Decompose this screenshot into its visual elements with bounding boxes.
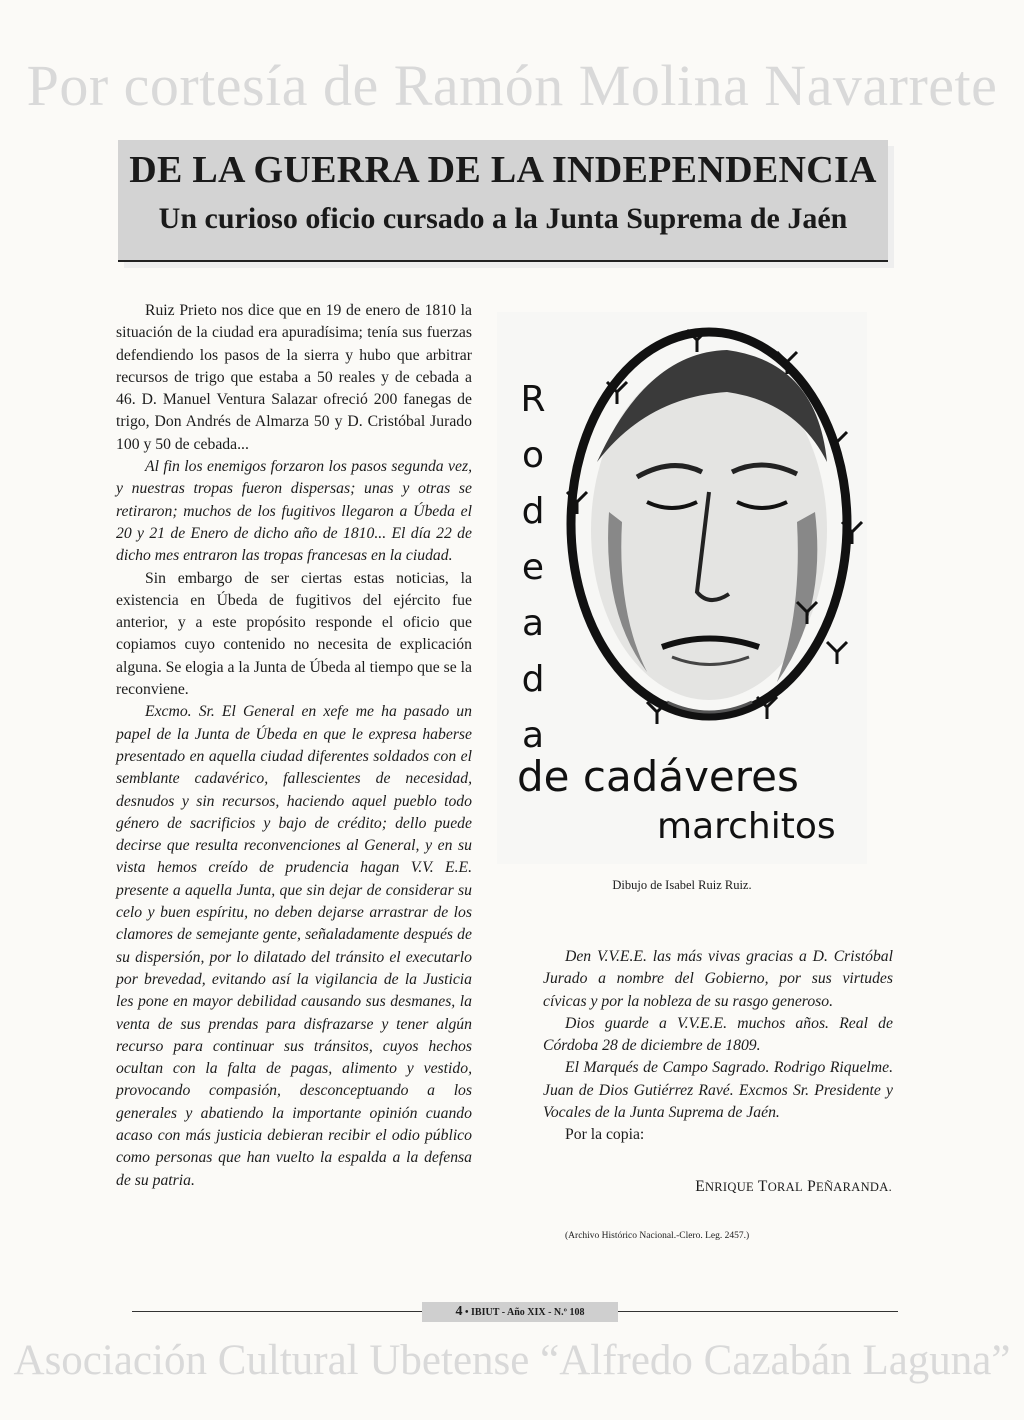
paragraph-document: Excmo. Sr. El General en xefe me ha pasado un papel de la Junta de Úbeda en que le expresa haberse presentado en aquella ciudad diferentes soldados con el semblante cadavérico, fallescientes de necesidad, desnudos y sin recursos, haciendo aquel pueblo todo género de sacrificios y bajo de crédito; dello puede decirse que resulta reconvenciones al General, y en su vista hemos creído de prudencia hagan V.V. E.E. presente a aquella Junta, que sin dejar de considerar su celo y buen espíritu, no deben dejarse arrastrar de los clamores de semejante gente, señaladamente después de su dispersión, por lo dilatado del tránsito el executarlo por brevedad, evitando así la vigilancia de la Justicia les pone en mayor debilidad causando sus desmanes, la venta de sus prendas para disfrazarse y tener algún recurso para continuar sus tránsitos, cuyos hechos ocultan con la falta de pagas, alimento y vestido, provocando compasión, desconceptuando a los generales y abatiendo la importante opinión cuando acaso con más justicia debieran recibir el odio público como personas que han vuelto la espalda a la defensa de su patria. <box>116 703 472 1189</box>
paragraph: Por la copia: <box>565 1126 645 1144</box>
sig-initial: P <box>807 1178 817 1195</box>
left-text-column <box>116 300 472 1192</box>
archive-reference: (Archivo Histórico Nacional.-Clero. Leg. 2457.) <box>565 1231 750 1241</box>
footer-rule <box>618 1311 898 1312</box>
paragraph-document: El Marqués de Campo Sagrado. Rodrigo Riquelme. Juan de Dios Gutiérrez Ravé. Excmos Sr. Presidente y Vocales de la Junta Suprema de Jaén. <box>543 1059 893 1122</box>
sig-part: NRIQUE <box>704 1180 754 1194</box>
publication-info: • IBIUT - Año XIX - N.º 108 <box>465 1307 585 1318</box>
sig-part: ORAL <box>767 1180 803 1194</box>
watermark-courtesy: Por cortesía de Ramón Molina Navarrete <box>26 53 998 118</box>
page-number: 4 <box>455 1304 463 1319</box>
page-folio <box>422 1302 618 1322</box>
sig-initial: T <box>757 1178 768 1195</box>
right-text-column <box>543 946 893 1147</box>
drawing-text-line-1: de cadáveres <box>517 752 799 801</box>
paragraph-quote: Al fin los enemigos forzaron los pasos segunda vez, y nuestras tropas fueron dispersas; unas y otras se retiraron; muchos de los fugitivos llegaron a Úbeda el 20 y 21 de Enero de dicho año de 1810... El día 22 de dicho mes entraron las tropas francesas en la ciudad. <box>116 458 472 565</box>
watermark-association: Asociación Cultural Ubetense “Alfredo Cazabán Laguna” <box>13 1337 1011 1384</box>
article-subtitle: Un curioso oficio cursado a la Junta Suprema de Jaén <box>158 202 848 235</box>
paragraph: Ruiz Prieto nos dice que en 19 de enero de 1810 la situación de la ciudad era apuradísima; tenía sus fuerzas defendiendo los pasos de la sierra y hubo que arbitrar recursos de trigo que estaba a 50 reales y de cebada a 46. D. Manuel Ventura Salazar ofreció 200 fanegas de trigo, Don Andrés de Almarza 50 y D. Cristóbal Jurado 100 y 50 de cebada... <box>116 302 472 453</box>
footer-rule <box>132 1311 422 1312</box>
article-title: DE LA GUERRA DE LA INDEPENDENCIA <box>129 149 877 191</box>
illustration <box>497 312 867 864</box>
drawing-text-line-2: marchitos <box>657 806 836 847</box>
sig-initial: E <box>695 1178 705 1195</box>
paragraph: Sin embargo de ser ciertas estas noticias, la existencia en Úbeda de fugitivos del ejército fue anterior, y a este propósito responde el oficio que copiamos cuyo contenido no necesita de explicación alguna. Se elogia a la Junta de Úbeda al tiempo que se la reconviene. <box>116 569 472 699</box>
sig-part: EÑARANDA. <box>816 1180 892 1194</box>
drawing-vertical-text: Rodeada <box>520 379 546 756</box>
article-header <box>118 140 888 262</box>
figure-caption: Dibujo de Isabel Ruiz Ruiz. <box>612 878 752 892</box>
paragraph-document: Dios guarde a V.V.E.E. muchos años. Real de Córdoba 28 de diciembre de 1809. <box>543 1014 893 1055</box>
paragraph-document: Den V.V.E.E. las más vivas gracias a D. Cristóbal Jurado a nombre del Gobierno, por sus virtudes cívicas y por la nobleza de su rasgo generoso. <box>543 948 893 1010</box>
author-signature <box>600 1178 892 1196</box>
